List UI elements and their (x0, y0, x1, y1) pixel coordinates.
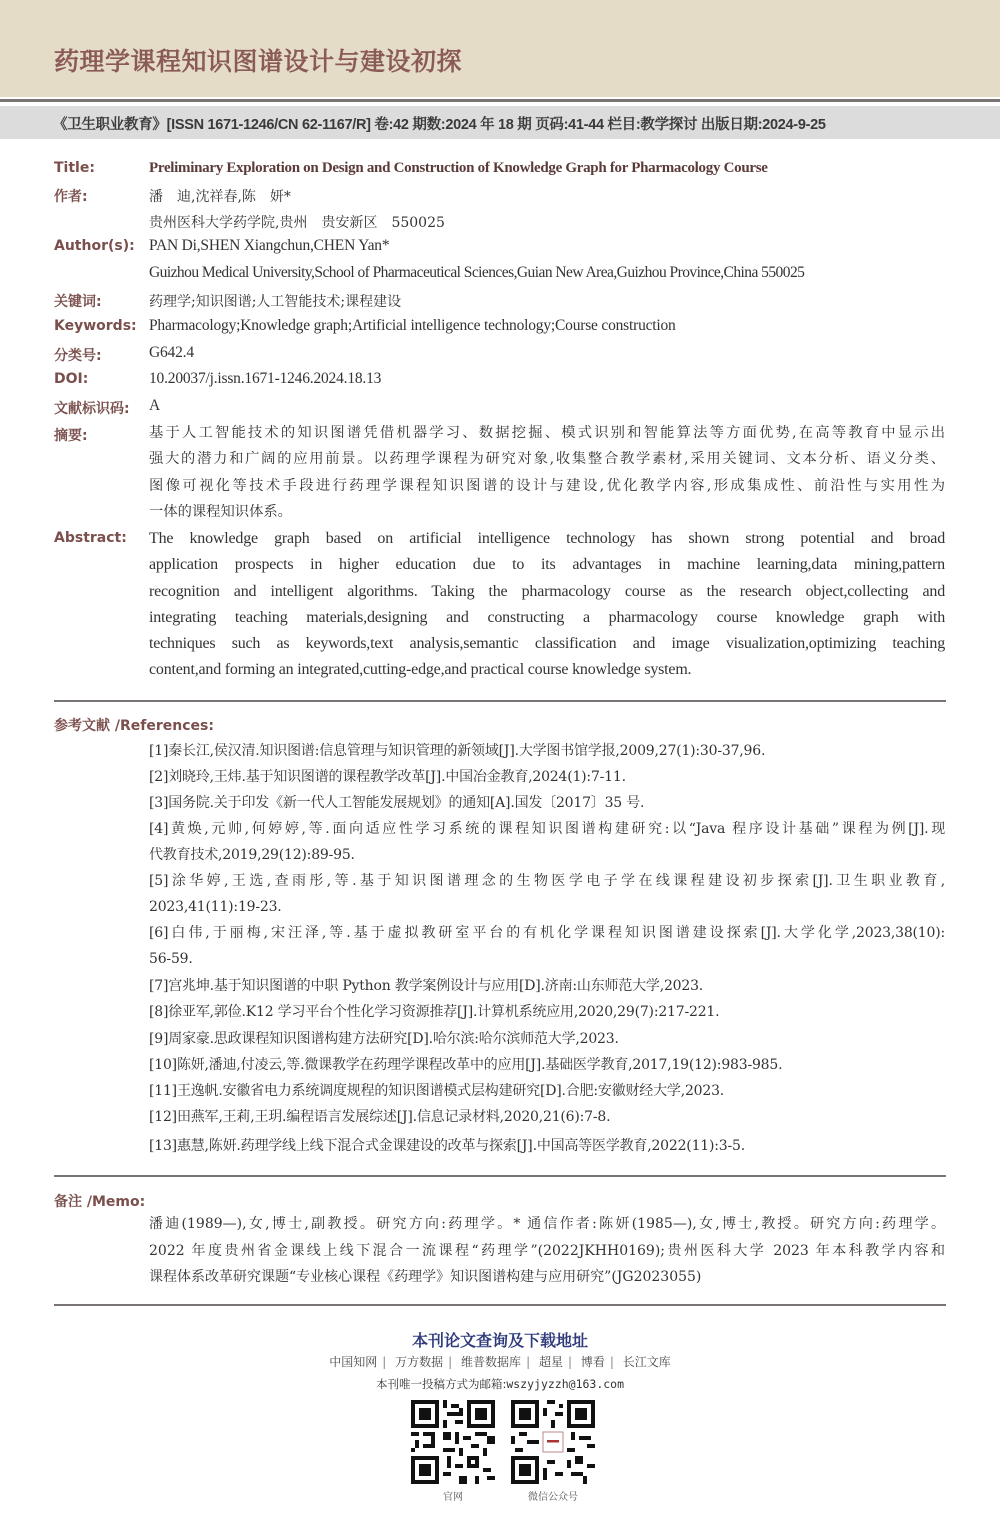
separator: | (382, 1355, 387, 1369)
reference-item: [3]国务院.关于印发《新一代人工智能发展规划》的通知[A].国发〔2017〕35 号. (149, 795, 645, 811)
title-label: Title: (54, 160, 95, 176)
separator: | (609, 1355, 614, 1369)
memo-line: 2022 年度贵州省金课线上线下混合一流课程“药理学”(2022JKHH0169);贵州医科大学 2023 年本科教学内容和 (149, 1242, 945, 1259)
qr-wechat[interactable] (509, 1400, 597, 1503)
section-divider (54, 700, 946, 702)
keywords-en-value: Pharmacology;Knowledge graph;Artificial intelligence technology;Course construction (149, 317, 676, 334)
database-link[interactable]: 博看 (580, 1355, 605, 1369)
authors-en-value: PAN Di,SHEN Xiangchun,CHEN Yan* (149, 237, 390, 254)
qr-label: 微信公众号 (528, 1492, 578, 1503)
reference-item: [12]田燕军,王莉,王玥.编程语言发展综述[J].信息记录材料,2020,21(6):7-8. (149, 1109, 611, 1125)
email-link[interactable]: wszyjyzzh@163.com (506, 1377, 625, 1391)
memo-line: 潘迪(1989—),女,博士,副教授。研究方向:药理学。* 通信作者:陈妍(1985—),女,博士,教授。研究方向:药理学。 (149, 1216, 945, 1232)
reference-item: [1]秦长江,侯汉清.知识图谱:信息管理与知识管理的新领域[J].大学图书馆学报,2009,27(1):30-37,96. (149, 743, 766, 759)
footer-title: 本刊论文查询及下载地址 (411, 1331, 588, 1350)
abstract-cn-line: 基于人工智能技术的知识图谱凭借机器学习、数据挖掘、模式识别和智能算法等方面优势,在高等教育中显示出 (149, 425, 945, 441)
abstract-en-line: integrating teaching materials,designing and constructing a pharmacology course knowledge graph with (149, 608, 945, 626)
abstract-cn-line: 强大的潜力和广阔的应用前景。以药理学课程为研究对象,收集整合教学素材,采用关键词、文本分析、语义分类、 (149, 451, 945, 468)
database-link[interactable]: 超星 (538, 1355, 563, 1369)
separator: | (567, 1355, 572, 1369)
reference-item: [8]徐亚军,郭俭.K12 学习平台个性化学习资源推荐[J].计算机系统应用,2020,29(7):217-221. (149, 1004, 720, 1020)
database-link[interactable]: 中国知网 (329, 1355, 378, 1369)
memo-text (149, 1211, 945, 1291)
affiliation-cn: 贵州医科大学药学院,贵州 贵安新区 550025 (149, 215, 445, 231)
doc-code-value: A (149, 397, 160, 414)
reference-item: [10]陈妍,潘迪,付凌云,等.微课教学在药理学课程改革中的应用[J].基础医学教育,2017,19(12):983-985. (149, 1057, 783, 1073)
clc-value: G642.4 (149, 344, 194, 361)
abstract-cn-line: 图像可视化等技术手段进行药理学课程知识图谱的设计与建设,优化教学内容,形成集成性、前沿性与实用性为 (149, 477, 945, 494)
keywords-cn-value: 药理学;知识图谱;人工智能技术;课程建设 (149, 294, 402, 310)
qr-code-icon (511, 1400, 595, 1484)
reference-item: [2]刘晓玲,王炜.基于知识图谱的课程教学改革[J].中国冶金教育,2024(1):7-11. (149, 769, 626, 785)
abstract-en-line: content,and forming an integrated,cutting-edge,and practical course knowledge system. (149, 661, 692, 679)
reference-item: [4]黄焕,元帅,何婷婷,等.面向适应性学习系统的课程知识图谱构建研究:以“Java 程序设计基础”课程为例[J].现 代教育技术,2019,29(12):89-95. (149, 821, 945, 863)
reference-item: [13]惠慧,陈妍.药理学线上线下混合式金课建设的改革与探索[J].中国高等医学教育,2022(11):3-5. (149, 1138, 745, 1154)
section-divider (54, 1175, 946, 1177)
database-link[interactable]: 长江文库 (622, 1355, 671, 1369)
database-link[interactable]: 维普数据库 (461, 1355, 522, 1369)
memo-label: 备注 /Memo: (54, 1194, 146, 1210)
abstract-cn-line: 一体的课程知识体系。 (149, 503, 292, 520)
separator: | (448, 1355, 453, 1369)
abstract-en-line: techniques such as keywords,text analysis,semantic classification and image visualization,optimizing teaching (149, 635, 945, 653)
citation-text: 《卫生职业教育》[ISSN 1671-1246/CN 62-1167/R] 卷:42 期数:2024 年 18 期 页码:41-44 栏目:教学探讨 出版日期:2024-9-25 (53, 117, 826, 133)
doi-label: DOI: (54, 371, 89, 387)
abstract-en-line: The knowledge graph based on artificial intelligence technology has shown strong potential and broad (149, 530, 945, 547)
abstract-en-line: recognition and intelligent algorithms. Taking the pharmacology course as the research object,collecting and (149, 582, 945, 600)
database-link[interactable]: 万方数据 (395, 1355, 444, 1369)
abstract-cn (149, 420, 945, 525)
reference-item: [6]白伟,于丽梅,宋汪泽,等.基于虚拟教研室平台的有机化学课程知识图谱建设探索[J].大学化学,2023,38(10): 56-59. (149, 925, 945, 967)
submission-email: 本刊唯一投稿方式为邮箱:wszyjyzzh@163.com (375, 1377, 625, 1391)
references-label: 参考文献 /References: (54, 718, 214, 734)
doi-link[interactable]: 10.20037/j.issn.1671-1246.2024.18.13 (149, 370, 382, 387)
abstract-cn-label: 摘要: (54, 428, 88, 444)
section-divider (54, 1304, 946, 1306)
keywords-en-label: Keywords: (54, 318, 137, 334)
clc-label: 分类号: (54, 348, 102, 364)
abstract-en-label: Abstract: (54, 530, 127, 546)
qr-official-site[interactable] (409, 1400, 497, 1503)
header-divider (0, 99, 1000, 102)
keywords-cn-label: 关键词: (54, 294, 102, 310)
doc-code-label: 文献标识码: (54, 401, 130, 417)
authors-value: 潘 迪,沈祥春,陈 妍* (149, 189, 291, 205)
affiliation-en: Guizhou Medical University,School of Pharmaceutical Sciences,Guian New Area,Guizhou Province,China 550025 (149, 264, 805, 281)
title-en-value: Preliminary Exploration on Design and Construction of Knowledge Graph for Pharmacology Course (149, 160, 768, 176)
qr-label: 官网 (443, 1492, 463, 1503)
separator: | (526, 1355, 531, 1369)
abstract-en-line: application prospects in higher education due to its advantages in machine learning,data mining,pattern (149, 556, 945, 574)
authors-label: 作者: (54, 189, 88, 205)
reference-item: [5]涂华婷,王选,查雨彤,等.基于知识图谱理念的生物医学电子学在线课程建设初步探索[J].卫生职业教育, 2023,41(11):19-23. (149, 873, 945, 915)
reference-item: [9]周家豪.思政课程知识图谱构建方法研究[D].哈尔滨:哈尔滨师范大学,2023. (149, 1031, 619, 1047)
article-title-cn: 药理学课程知识图谱设计与建设初探 (54, 47, 463, 76)
authors-en-label: Author(s): (54, 238, 135, 254)
qr-code-icon (411, 1400, 495, 1484)
reference-item: [11]王逸帆.安徽省电力系统调度规程的知识图谱模式层构建研究[D].合肥:安徽财经大学,2023. (149, 1083, 725, 1099)
abstract-en (149, 526, 945, 684)
database-list (0, 1353, 1000, 1370)
reference-item: [7]宫兆坤.基于知识图谱的中职 Python 教学案例设计与应用[D].济南:山东师范大学,2023. (149, 978, 704, 994)
memo-line: 课程体系改革研究课题“专业核心课程《药理学》知识图谱构建与应用研究”(JG2023055) (149, 1269, 702, 1285)
